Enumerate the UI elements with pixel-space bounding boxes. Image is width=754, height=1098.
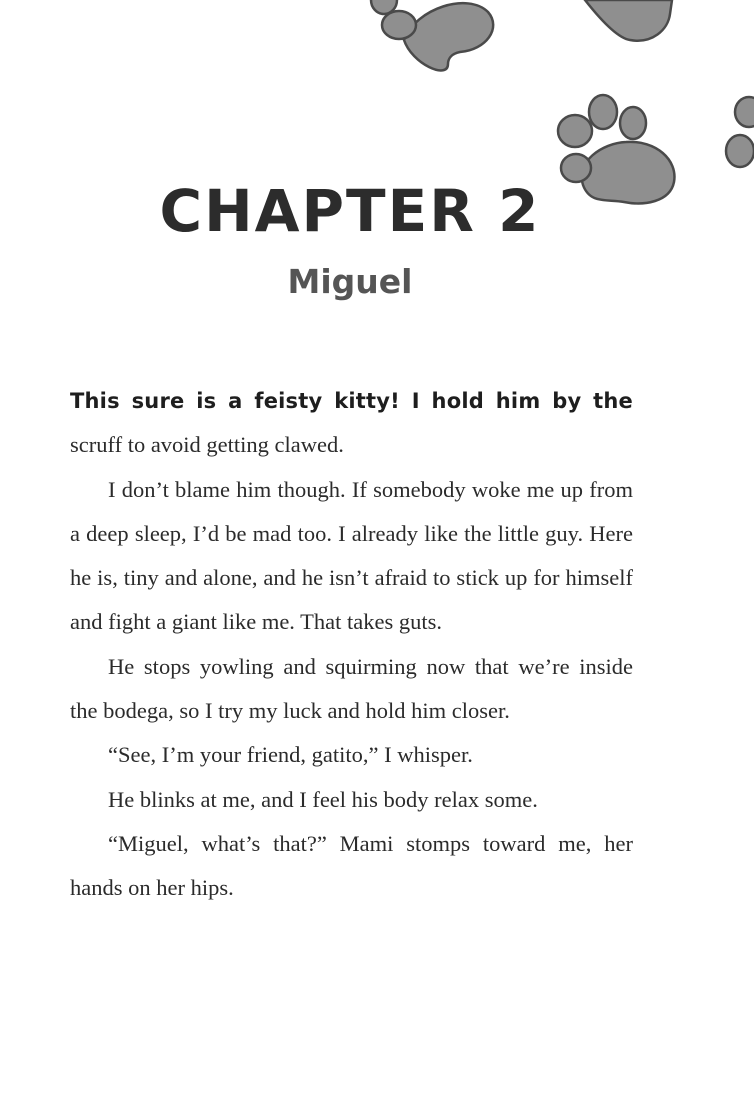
paragraph: He stops yowling and squirming now that we’re inside the bodega, so I try my luck and hold him closer. xyxy=(70,653,633,724)
chapter-body xyxy=(70,379,633,911)
chapter-subtitle: Miguel xyxy=(287,262,413,301)
paw-print-icon xyxy=(585,0,672,41)
lead-in-text: This sure is a feisty kitty! I hold him by the xyxy=(70,389,633,413)
paragraph: “Miguel, what’s that?” Mami stomps toward me, her hands on her hips. xyxy=(70,830,633,901)
paragraph: He blinks at me, and I feel his body relax some. xyxy=(108,786,538,812)
paragraph-text: scruff to avoid getting clawed. xyxy=(70,432,344,458)
paragraph xyxy=(70,379,633,468)
paragraph: I don’t blame him though. If somebody woke me up from a deep sleep, I’d be mad too. I already like the little guy. Here he is, tiny and alone, and he isn’t afraid to stick up for himself and fight a giant like me. That takes guts. xyxy=(70,476,633,635)
paragraph: “See, I’m your friend, gatito,” I whisper. xyxy=(108,742,473,768)
chapter-heading: CHAPTER 2 xyxy=(159,177,541,245)
paw-print-icon xyxy=(726,97,754,167)
paw-print-icon xyxy=(371,0,493,70)
